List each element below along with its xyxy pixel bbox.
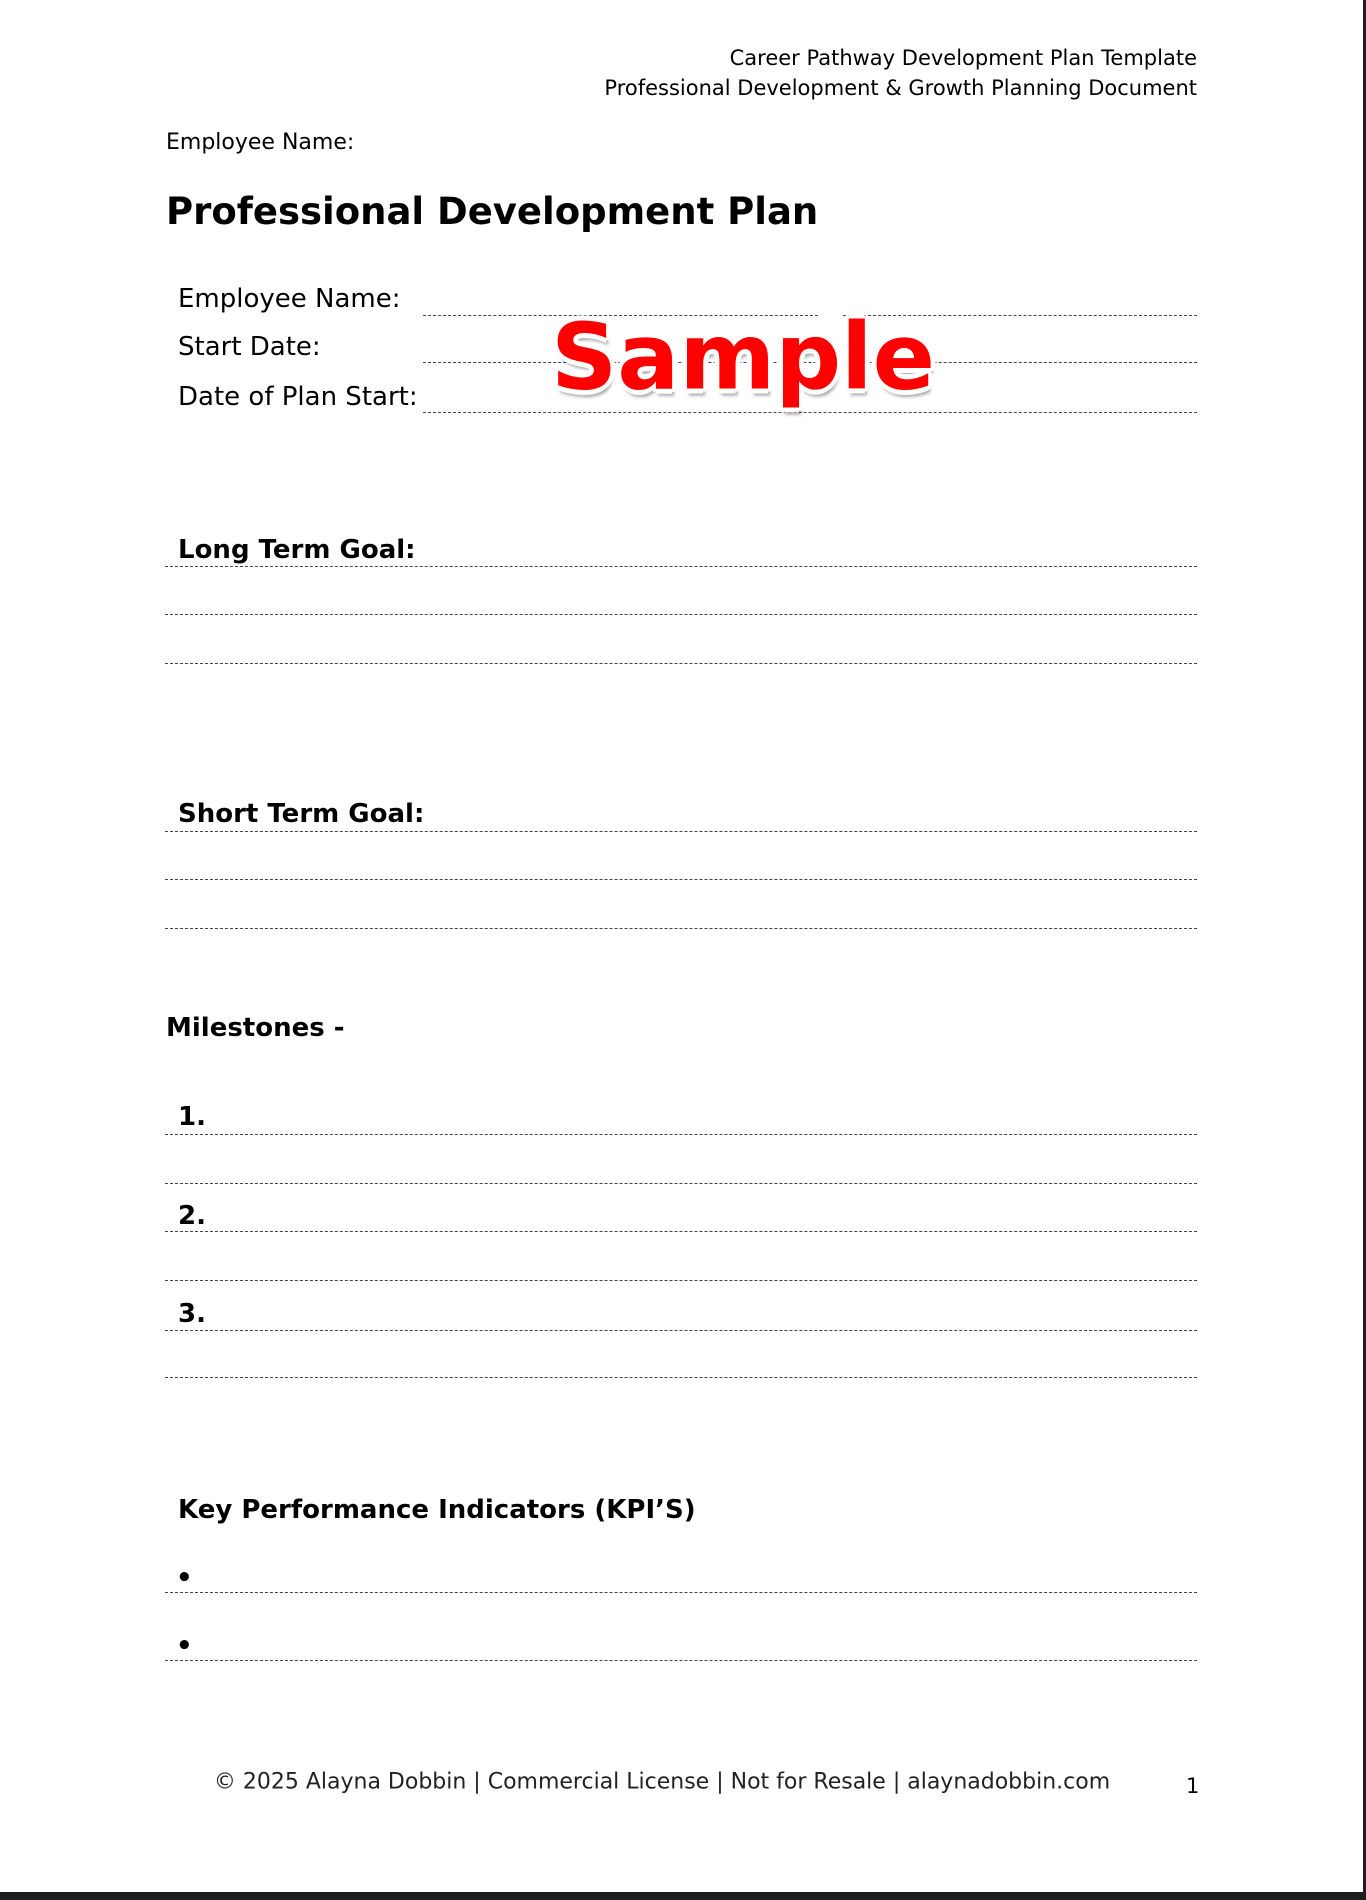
header-title: Career Pathway Development Plan Template — [729, 46, 1197, 70]
long-term-line[interactable] — [165, 663, 1197, 664]
short-term-line[interactable] — [165, 879, 1197, 880]
milestone-number: 1. — [178, 1102, 206, 1132]
milestone-number: 2. — [178, 1201, 206, 1231]
milestone-line[interactable] — [165, 1231, 1197, 1232]
milestone-number: 3. — [178, 1299, 206, 1329]
employee-name-label: Employee Name: — [178, 284, 401, 314]
page-number: 1 — [1186, 1774, 1200, 1798]
kpi-line[interactable] — [165, 1660, 1197, 1661]
long-term-goal-heading: Long Term Goal: — [178, 535, 416, 565]
kpi-line[interactable] — [165, 1592, 1197, 1593]
kpi-heading: Key Performance Indicators (KPI’S) — [178, 1495, 696, 1525]
short-term-line[interactable] — [165, 831, 1197, 832]
milestone-line[interactable] — [165, 1330, 1197, 1331]
milestone-line[interactable] — [165, 1183, 1197, 1184]
short-term-goal-heading: Short Term Goal: — [178, 799, 425, 829]
long-term-line[interactable] — [165, 614, 1197, 615]
bullet-icon: • — [176, 1631, 193, 1661]
milestones-heading: Milestones - — [166, 1013, 345, 1043]
milestone-line[interactable] — [165, 1134, 1197, 1135]
long-term-line[interactable] — [165, 566, 1197, 567]
footer-copyright: © 2025 Alayna Dobbin | Commercial License | Not for Resale | alaynadobbin.com — [213, 1769, 1111, 1795]
plan-start-field[interactable] — [423, 412, 1197, 413]
start-date-label: Start Date: — [178, 332, 321, 362]
employee-name-label-top: Employee Name: — [166, 130, 355, 155]
bullet-icon: • — [176, 1563, 193, 1593]
plan-start-label: Date of Plan Start: — [178, 382, 418, 412]
header-subtitle: Professional Development & Growth Planning Document — [604, 76, 1197, 100]
milestone-line[interactable] — [165, 1280, 1197, 1281]
sample-watermark: Sample — [551, 303, 935, 411]
short-term-line[interactable] — [165, 928, 1197, 929]
milestone-line[interactable] — [165, 1377, 1197, 1378]
page-title: Professional Development Plan — [166, 190, 819, 233]
